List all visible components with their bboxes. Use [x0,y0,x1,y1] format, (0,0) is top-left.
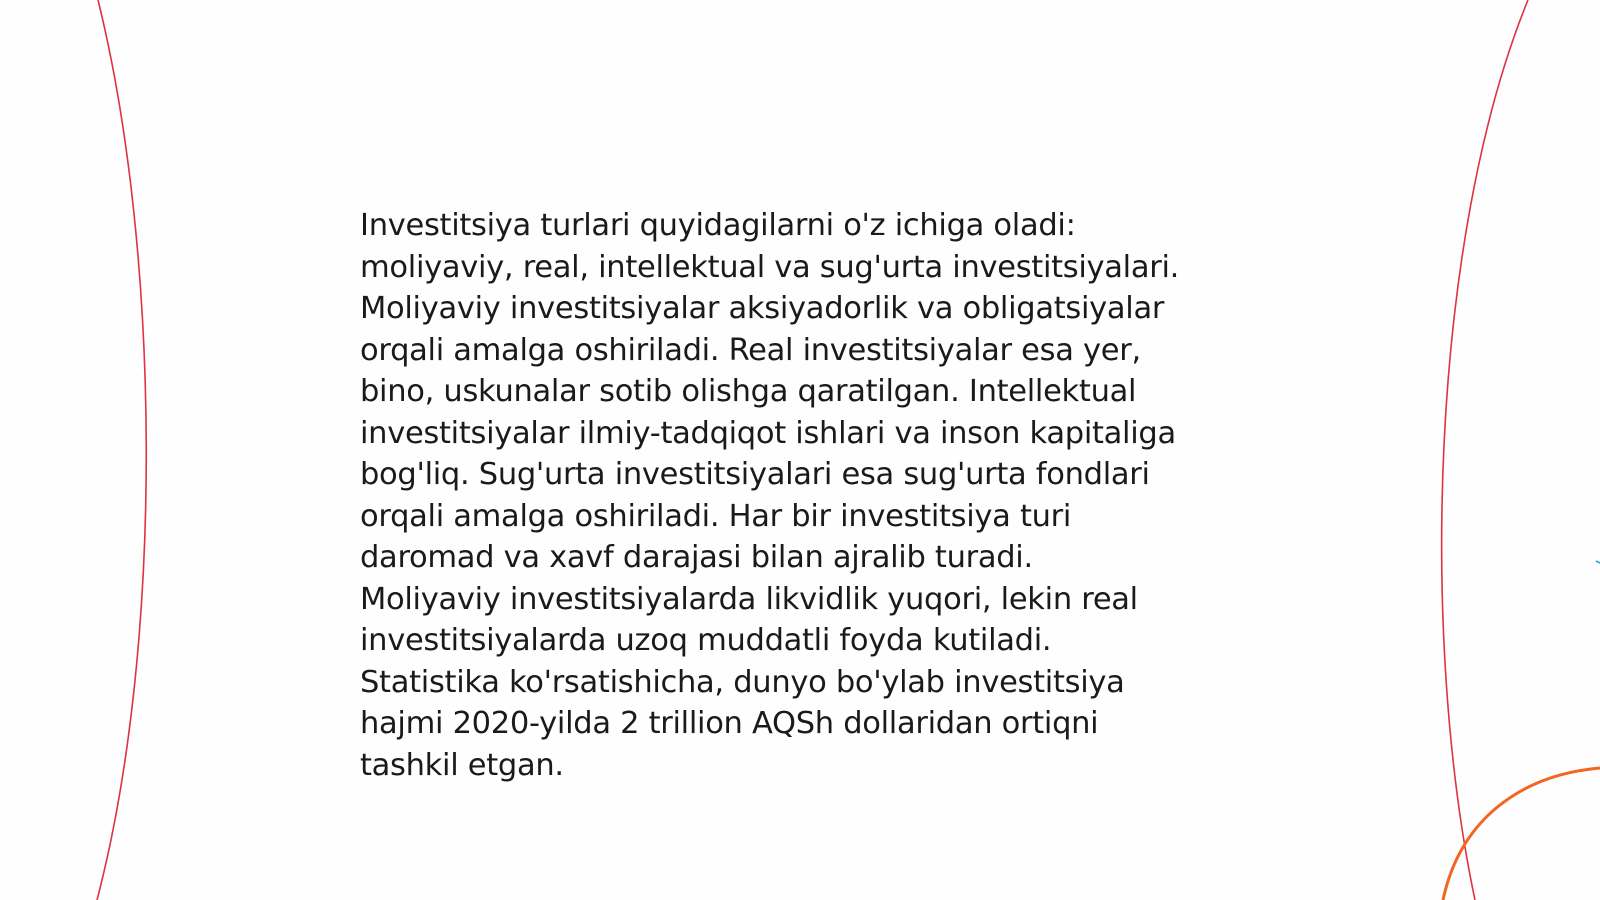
teal-tick-decoration [1596,561,1600,563]
left-arc-decoration [97,0,146,900]
right-arc-decoration [1442,0,1528,900]
slide-body-text: Investitsiya turlari quyidagilarni o'z ichiga oladi: moliyaviy, real, intellektual va sug'urta investitsiyalari. Moliyaviy investitsiyalar aksiyadorlik va obligatsiyalar orqali amalga oshiriladi. Real investitsiyalar esa yer, bino, uskunalar sotib olishga qaratilgan. Intellektual investitsiyalar ilmiy-tadqiqot ishlari va inson kapitaliga bog'liq. Sug'urta investitsiyalari esa sug'urta fondlari orqali amalga oshiriladi. Har bir investitsiya turi daromad va xavf darajasi bilan ajralib turadi. Moliyaviy investitsiyalarda likvidlik yuqori, lekin real investitsiyalarda uzoq muddatli foyda kutiladi. Statistika ko'rsatishicha, dunyo bo'ylab investitsiya hajmi 2020-yilda 2 trillion AQSh dollaridan ortiqni tashkil etgan. [360,208,1180,783]
orange-circle-decoration [1443,768,1600,900]
